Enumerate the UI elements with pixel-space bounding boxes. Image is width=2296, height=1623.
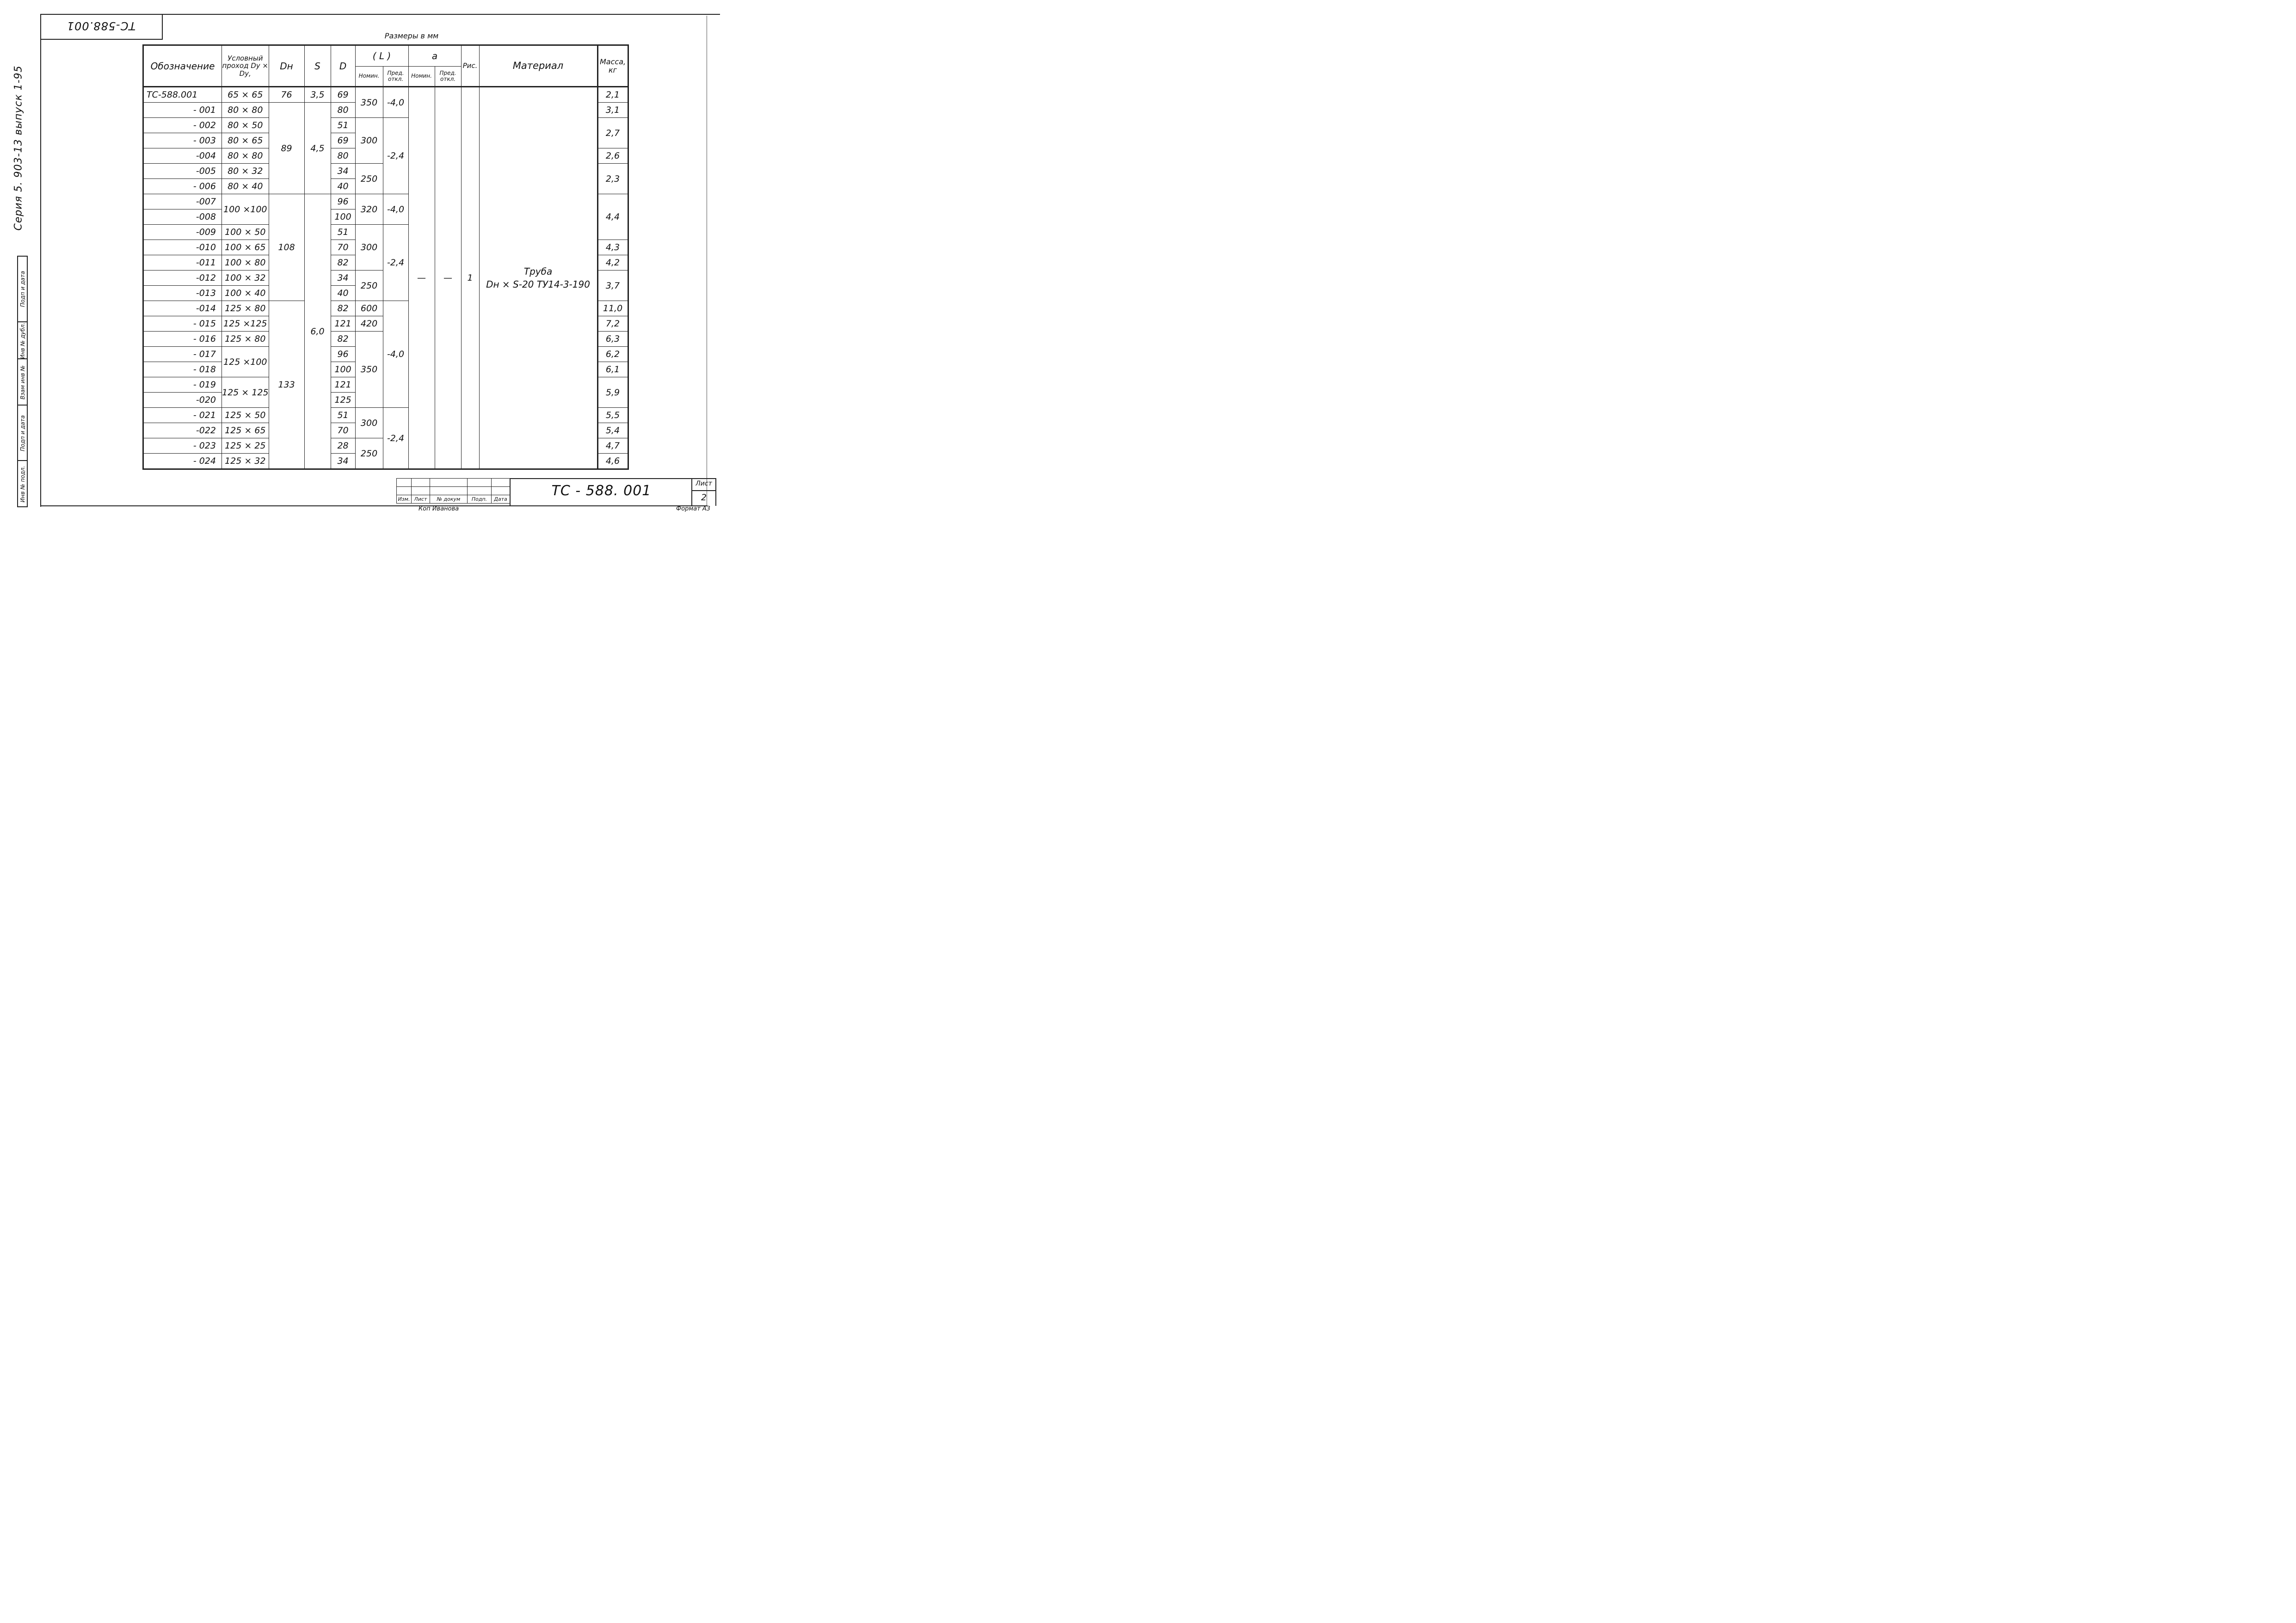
header-a-tol: Пред. откл. — [435, 67, 461, 87]
cell-l: 300 — [355, 118, 383, 164]
cell-d: 40 — [331, 179, 355, 194]
cell-pass: 125 × 80 — [222, 301, 269, 316]
cell-pass: 80 × 80 — [222, 103, 269, 118]
cell-designation: -005 — [143, 164, 222, 179]
cell-mass: 2,7 — [597, 118, 628, 148]
cell-l: 300 — [355, 408, 383, 438]
cell-d: 80 — [331, 103, 355, 118]
header-dn: Dн — [269, 45, 304, 87]
cell-pass: 100 × 80 — [222, 255, 269, 270]
document-number: TC - 588. 001 — [551, 483, 652, 499]
cell-mass: 7,2 — [597, 316, 628, 332]
cell-mass: 2,3 — [597, 164, 628, 194]
cell-d: 40 — [331, 286, 355, 301]
cell-fig: 1 — [461, 87, 479, 469]
cell-l: 350 — [355, 87, 383, 118]
sheet-box — [691, 478, 716, 506]
header-material: Материал — [479, 45, 597, 87]
cell-designation: -009 — [143, 225, 222, 240]
cell-tol: -2,4 — [383, 118, 408, 194]
cell-pass: 65 × 65 — [222, 87, 269, 103]
sheet-label: Лист — [692, 480, 715, 491]
cell-designation: - 006 — [143, 179, 222, 194]
cell-d: 70 — [331, 423, 355, 438]
cell-pass: 100 × 65 — [222, 240, 269, 255]
cell-pass: 125 × 65 — [222, 423, 269, 438]
cell-l: 250 — [355, 270, 383, 301]
cell-mass: 4,6 — [597, 454, 628, 469]
cell-l: 420 — [355, 316, 383, 332]
cell-s: 3,5 — [304, 87, 331, 103]
cell-pass: 125 ×125 — [222, 316, 269, 332]
cell-pass: 80 × 50 — [222, 118, 269, 133]
cell-designation: -013 — [143, 286, 222, 301]
cell-l: 350 — [355, 332, 383, 408]
cell-s: 6,0 — [304, 194, 331, 469]
format-label: Формат А3 — [676, 505, 711, 512]
header-s: S — [304, 45, 331, 87]
cell-material — [479, 87, 597, 469]
cell-designation: -011 — [143, 255, 222, 270]
top-stamp-text: TC-588.001 — [66, 19, 136, 32]
cell-designation: TC-588.001 — [143, 87, 222, 103]
cell-dn: 76 — [269, 87, 304, 103]
cell-d: 100 — [331, 362, 355, 377]
header-mass: Масса, кг — [597, 45, 628, 87]
cell-mass: 3,7 — [597, 270, 628, 301]
cell-mass: 5,4 — [597, 423, 628, 438]
cell-d: 34 — [331, 454, 355, 469]
side-cell: Подп и дата — [19, 271, 26, 307]
cell-dn: 89 — [269, 103, 304, 194]
cell-mass: 3,1 — [597, 103, 628, 118]
tb-label: Лист — [412, 495, 430, 504]
cell-designation: -022 — [143, 423, 222, 438]
cell-designation: - 023 — [143, 438, 222, 454]
title-block-document — [510, 478, 692, 506]
cell-d: 125 — [331, 393, 355, 408]
cell-designation: - 001 — [143, 103, 222, 118]
cell-l: 250 — [355, 164, 383, 194]
cell-mass: 5,9 — [597, 377, 628, 408]
cell-designation: -008 — [143, 209, 222, 225]
cell-d: 51 — [331, 225, 355, 240]
series-text: Серия 5. 903-13 выпуск 1-95 — [12, 65, 25, 231]
cell-l: 250 — [355, 438, 383, 469]
cell-l: 600 — [355, 301, 383, 316]
cell-pass: 100 × 32 — [222, 270, 269, 286]
cell-mass: 4,2 — [597, 255, 628, 270]
cell-pass: 80 × 32 — [222, 164, 269, 179]
tb-label: № докум — [430, 495, 468, 504]
cell-d: 34 — [331, 270, 355, 286]
cell-designation: - 018 — [143, 362, 222, 377]
side-cell: Инв № подл. — [18, 460, 27, 507]
cell-s: 4,5 — [304, 103, 331, 194]
cell-designation: -014 — [143, 301, 222, 316]
header-nominal-pass: Условный проход Dу × Dу, — [222, 45, 269, 87]
tb-label: Дата — [492, 495, 510, 504]
cell-designation: -007 — [143, 194, 222, 209]
cell-d: 96 — [331, 347, 355, 362]
cell-d: 82 — [331, 301, 355, 316]
tb-label: Подп. — [468, 495, 492, 504]
cell-d: 121 — [331, 316, 355, 332]
cell-pass: 100 ×100 — [222, 194, 269, 225]
cell-designation: - 024 — [143, 454, 222, 469]
cell-d: 28 — [331, 438, 355, 454]
top-stamp — [40, 14, 163, 40]
side-cell: Инв № дубл. — [18, 321, 27, 359]
cell-designation: - 002 — [143, 118, 222, 133]
side-approval-box — [17, 256, 28, 507]
header-a-nom: Номин. — [408, 67, 435, 87]
sheet-number: 2 — [701, 492, 707, 503]
cell-d: 82 — [331, 332, 355, 347]
cell-d: 70 — [331, 240, 355, 255]
side-cell: Подп и дата — [18, 405, 27, 461]
header-l-tol: Пред. откл. — [383, 67, 408, 87]
cell-designation: - 016 — [143, 332, 222, 347]
copied-by: Коп Иванова — [419, 505, 459, 512]
cell-d: 96 — [331, 194, 355, 209]
cell-pass: 125 ×100 — [222, 347, 269, 377]
cell-d: 121 — [331, 377, 355, 393]
cell-designation: -004 — [143, 148, 222, 164]
cell-pass: 125 × 80 — [222, 332, 269, 347]
cell-designation: - 003 — [143, 133, 222, 148]
cell-pass: 80 × 40 — [222, 179, 269, 194]
cell-designation: - 017 — [143, 347, 222, 362]
cell-mass: 4,7 — [597, 438, 628, 454]
cell-pass: 80 × 80 — [222, 148, 269, 164]
cell-mass: 5,5 — [597, 408, 628, 423]
material-line-2: Dн × S-20 ТУ14-3-190 — [486, 279, 590, 290]
header-l: ( L ) — [355, 45, 408, 67]
units-note: Размеры в мм — [384, 31, 439, 40]
cell-designation: - 021 — [143, 408, 222, 423]
header-designation: Обозначение — [143, 45, 222, 87]
cell-tol: -2,4 — [383, 408, 408, 469]
cell-tol: -2,4 — [383, 225, 408, 301]
header-a: a — [408, 45, 461, 67]
header-fig: Рис. — [461, 45, 479, 87]
cell-designation: -020 — [143, 393, 222, 408]
cell-d: 80 — [331, 148, 355, 164]
cell-pass: 125 × 50 — [222, 408, 269, 423]
cell-mass: 4,3 — [597, 240, 628, 255]
tb-label: Изм. — [397, 495, 412, 504]
cell-tol: -4,0 — [383, 87, 408, 118]
cell-pass: 100 × 50 — [222, 225, 269, 240]
cell-d: 51 — [331, 408, 355, 423]
cell-mass: 6,1 — [597, 362, 628, 377]
header-d: D — [331, 45, 355, 87]
cell-tol: -4,0 — [383, 194, 408, 225]
cell-designation: -012 — [143, 270, 222, 286]
cell-pass: 125 × 32 — [222, 454, 269, 469]
cell-mass: 4,4 — [597, 194, 628, 240]
cell-pass: 100 × 40 — [222, 286, 269, 301]
cell-tol: -4,0 — [383, 301, 408, 408]
cell-designation: - 019 — [143, 377, 222, 393]
cell-designation: -010 — [143, 240, 222, 255]
cell-a-nom: — — [408, 87, 435, 469]
cell-mass: 11,0 — [597, 301, 628, 316]
cell-pass: 125 × 125 — [222, 377, 269, 408]
cell-d: 100 — [331, 209, 355, 225]
cell-dn: 133 — [269, 301, 304, 469]
cell-d: 69 — [331, 87, 355, 103]
cell-mass: 2,6 — [597, 148, 628, 164]
cell-d: 82 — [331, 255, 355, 270]
cell-dn: 108 — [269, 194, 304, 301]
cell-mass: 6,3 — [597, 332, 628, 347]
cell-mass: 6,2 — [597, 347, 628, 362]
cell-d: 69 — [331, 133, 355, 148]
cell-mass: 2,1 — [597, 87, 628, 103]
cell-d: 51 — [331, 118, 355, 133]
cell-pass: 80 × 65 — [222, 133, 269, 148]
cell-l: 300 — [355, 225, 383, 270]
cell-a-tol: — — [435, 87, 461, 469]
header-l-nom: Номин. — [355, 67, 383, 87]
cell-pass: 125 × 25 — [222, 438, 269, 454]
title-block-revisions — [396, 478, 510, 504]
spec-table — [142, 44, 629, 470]
side-cell: Взам инв № — [18, 358, 27, 406]
cell-designation: - 015 — [143, 316, 222, 332]
material-line-1: Труба — [523, 266, 553, 277]
cell-d: 34 — [331, 164, 355, 179]
cell-l: 320 — [355, 194, 383, 225]
